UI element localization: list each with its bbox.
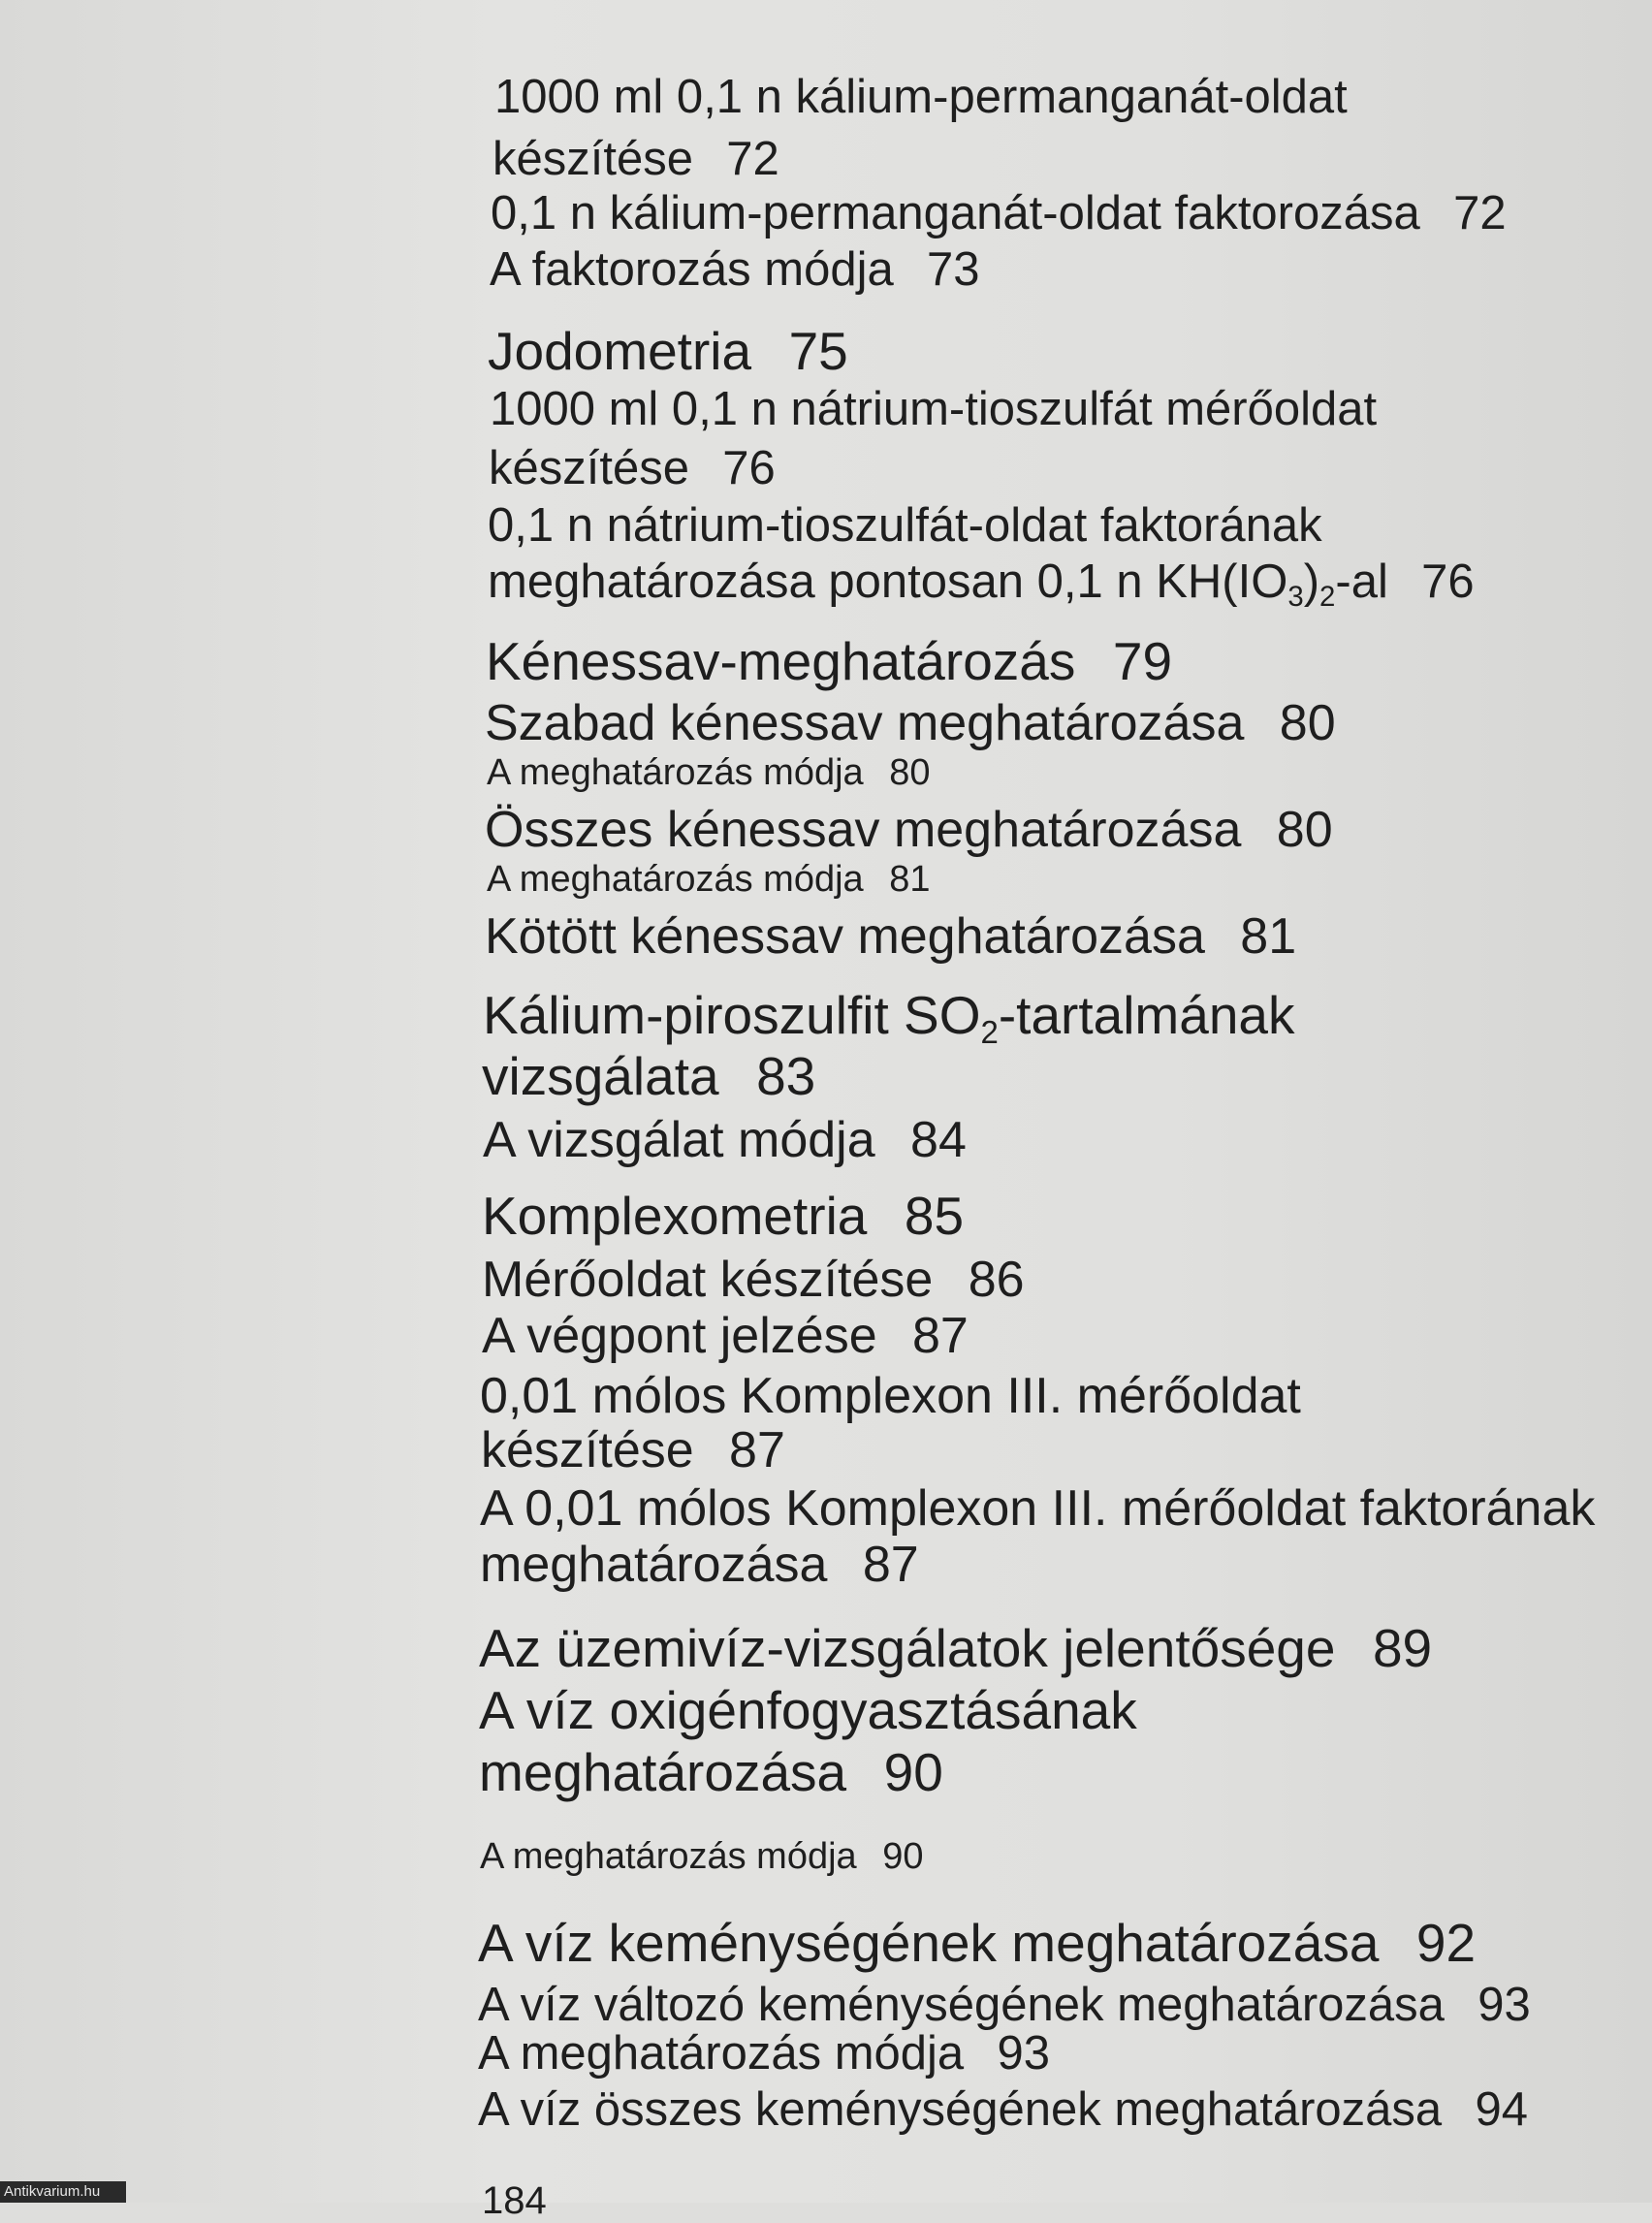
toc-entry-text: Szabad kénessav meghatározása (485, 695, 1245, 751)
toc-section-heading (479, 1617, 1432, 1679)
toc-line (480, 1836, 924, 1878)
toc-entry-text: Jodometria (488, 321, 752, 381)
toc-line (485, 694, 1336, 752)
toc-entry-text: A meghatározás módja (478, 2027, 965, 2080)
toc-entry-text: A víz keménységének meghatározása (478, 1913, 1380, 1973)
toc-line (492, 132, 779, 186)
toc-page-number: 72 (1453, 187, 1507, 239)
toc-line (485, 801, 1333, 859)
toc-page-number: 76 (1421, 556, 1475, 608)
toc-entry-text: Kálium-piroszulfit SO (483, 985, 981, 1045)
toc-line (482, 1307, 969, 1365)
toc-entry-text: 0,1 n nátrium-tioszulfát-oldat faktorának (488, 499, 1322, 552)
toc-page-number: 81 (1240, 908, 1297, 965)
toc-entry-text: készítése (481, 1422, 694, 1478)
toc-line (480, 1479, 1595, 1538)
toc-entry-text: meghatározása (479, 1742, 847, 1802)
toc-entry-text: A meghatározás módja (480, 1836, 857, 1877)
toc-line (478, 1978, 1531, 2032)
toc-entry-text: -tartalmának (998, 985, 1295, 1045)
toc-page-number: 73 (927, 243, 980, 296)
toc-page-number: 87 (729, 1422, 785, 1478)
toc-page-number: 92 (1415, 1913, 1477, 1973)
toc-entry-text: A meghatározás módja (487, 859, 864, 900)
toc-page-number: 80 (889, 752, 931, 793)
toc-entry-text: meghatározása (480, 1537, 828, 1593)
page-number: 184 (482, 2179, 547, 2222)
toc-line (487, 752, 931, 794)
toc-entry-text: Kötött kénessav meghatározása (485, 908, 1205, 965)
toc-page-number: 80 (1279, 695, 1336, 751)
toc-line (490, 382, 1377, 436)
toc-line (488, 498, 1322, 553)
toc-line (490, 242, 980, 297)
toc-page-number: 87 (912, 1308, 969, 1364)
toc-section-heading (479, 1679, 1137, 1741)
toc-entry-text: A víz változó keménységének meghatározása (478, 1979, 1445, 2031)
toc-entry-text: A víz összes keménységének meghatározása (478, 2083, 1443, 2136)
toc-line (478, 2026, 1050, 2080)
toc-line (488, 555, 1475, 614)
toc-page-number: 89 (1372, 1618, 1433, 1678)
toc-page-number: 84 (910, 1112, 967, 1168)
toc-section-heading (482, 1185, 964, 1247)
toc-line (491, 186, 1507, 240)
toc-page-number: 83 (756, 1046, 816, 1106)
toc-page-number: 85 (904, 1186, 965, 1246)
toc-entry-text: Összes kénessav meghatározása (485, 802, 1242, 858)
toc-entry-text: Az üzemivíz-vizsgálatok jelentősége (479, 1618, 1336, 1678)
toc-entry-text: készítése (492, 133, 693, 185)
toc-page-number: 93 (1477, 1979, 1531, 2031)
subscript: 3 (1287, 580, 1304, 613)
toc-entry-text: Mérőoldat készítése (482, 1252, 934, 1308)
toc-line (494, 70, 1348, 124)
toc-entry-text: 1000 ml 0,1 n nátrium-tioszulfát mérőoldat (490, 383, 1378, 435)
toc-entry-text: A faktorozás módja (490, 243, 894, 296)
toc-section-heading (483, 984, 1295, 1051)
toc-entry-text: ) (1303, 556, 1320, 608)
toc-page-number: 75 (788, 321, 848, 381)
toc-entry-text: A 0,01 mólos Komplexon III. mérőoldat faktorának (480, 1480, 1596, 1537)
toc-line (481, 1421, 785, 1479)
toc-page-number: 90 (882, 1836, 924, 1877)
toc-section-heading (482, 1045, 815, 1107)
toc-section-heading (486, 630, 1172, 692)
toc-entry-text: Komplexometria (482, 1186, 868, 1246)
toc-entry-text: A víz oxigénfogyasztásának (479, 1680, 1137, 1740)
watermark: Antikvarium.hu (0, 2181, 126, 2203)
toc-line (485, 907, 1296, 966)
toc-entry-text: meghatározása pontosan 0,1 n KH(IO (488, 556, 1288, 608)
toc-page-number: 76 (722, 442, 776, 494)
toc-entry-text: Kénessav-meghatározás (486, 631, 1076, 691)
toc-entry-text: A meghatározás módja (487, 752, 864, 793)
toc-line (487, 859, 931, 901)
toc-entry-text: -al (1335, 556, 1388, 608)
toc-entry-text: 1000 ml 0,1 n kálium-permanganát-oldat (494, 71, 1348, 123)
toc-entry-text: A vizsgálat módja (483, 1112, 875, 1168)
subscript: 2 (1319, 580, 1336, 613)
toc-line (480, 1536, 919, 1594)
subscript: 2 (980, 1013, 999, 1050)
toc-line (478, 2082, 1528, 2137)
toc-line (480, 1367, 1301, 1425)
toc-page-number: 86 (968, 1252, 1025, 1308)
toc-section-heading (479, 1741, 943, 1803)
toc-entry-text: 0,01 mólos Komplexon III. mérőoldat (480, 1368, 1301, 1424)
toc-page-number: 72 (726, 133, 779, 185)
toc-page-number: 94 (1475, 2083, 1528, 2136)
toc-section-heading (488, 320, 848, 382)
toc-page-number: 87 (862, 1537, 919, 1593)
toc-entry-text: vizsgálata (482, 1046, 719, 1106)
toc-section-heading (478, 1912, 1476, 1974)
toc-page-number: 80 (1276, 802, 1333, 858)
toc-entry-text: készítése (489, 442, 689, 494)
toc-entry-text: 0,1 n kálium-permanganát-oldat faktorozása (491, 187, 1420, 239)
toc-line (489, 441, 776, 495)
toc-line (483, 1111, 967, 1169)
toc-page-number: 93 (997, 2027, 1050, 2080)
toc-page-number: 81 (889, 859, 931, 900)
toc-page-number: 79 (1112, 631, 1173, 691)
toc-line (482, 1251, 1025, 1309)
toc-page-number: 90 (883, 1742, 943, 1802)
toc-entry-text: A végpont jelzése (482, 1308, 877, 1364)
